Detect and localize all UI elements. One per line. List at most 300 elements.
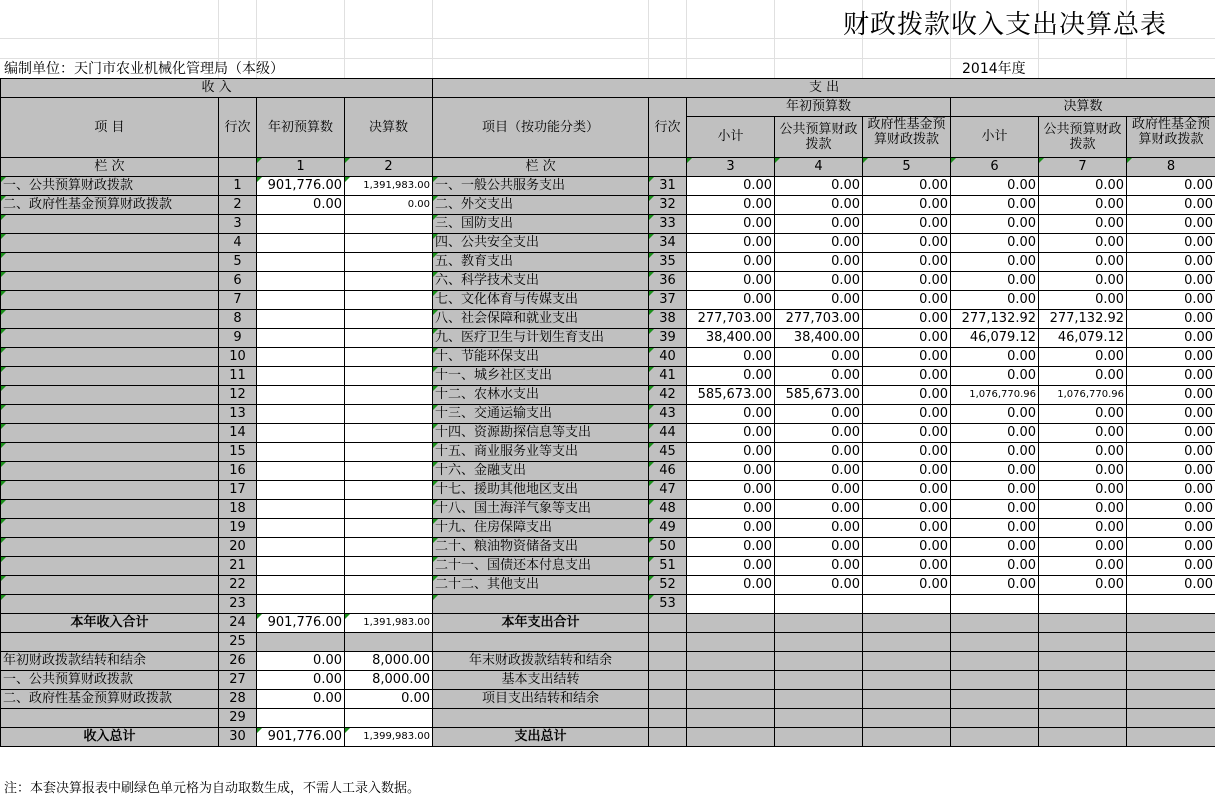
expense-value-cell[interactable]: 0.00: [775, 500, 863, 519]
expense-value-cell[interactable]: 0.00: [951, 367, 1039, 386]
final-cell[interactable]: [345, 386, 433, 405]
expense-value-cell[interactable]: 0.00: [1127, 424, 1215, 443]
expense-value-cell[interactable]: 0.00: [687, 291, 775, 310]
expense-item-cell[interactable]: 一、一般公共服务支出: [433, 177, 649, 196]
expense-value-cell[interactable]: 0.00: [687, 196, 775, 215]
blank-cell[interactable]: [863, 709, 951, 728]
expense-value-cell[interactable]: [951, 595, 1039, 614]
expense-value-cell[interactable]: 0.00: [863, 215, 951, 234]
fund-carry-init[interactable]: 0.00: [257, 690, 345, 709]
expense-value-cell[interactable]: 0.00: [863, 424, 951, 443]
income-rowno-cell[interactable]: 21: [219, 557, 257, 576]
income-rowno-cell[interactable]: 14: [219, 424, 257, 443]
blank-cell[interactable]: [1127, 728, 1215, 747]
expense-value-cell[interactable]: 0.00: [1127, 557, 1215, 576]
blank-cell[interactable]: [775, 633, 863, 652]
income-header[interactable]: 收 入: [1, 79, 433, 98]
expense-value-cell[interactable]: 46,079.12: [951, 329, 1039, 348]
expense-item-cell[interactable]: 十、节能环保支出: [433, 348, 649, 367]
expense-value-cell[interactable]: 38,400.00: [775, 329, 863, 348]
expense-value-cell[interactable]: 0.00: [1039, 538, 1127, 557]
expense-item-cell[interactable]: 十九、住房保障支出: [433, 519, 649, 538]
income-rowno-cell[interactable]: 9: [219, 329, 257, 348]
expense-value-cell[interactable]: 0.00: [1039, 424, 1127, 443]
expense-value-cell[interactable]: 0.00: [951, 253, 1039, 272]
expense-value-cell[interactable]: [1127, 595, 1215, 614]
carry-label[interactable]: 年初财政拨款结转和结余: [1, 652, 219, 671]
expense-value-cell[interactable]: 0.00: [863, 310, 951, 329]
blank-cell[interactable]: [1127, 652, 1215, 671]
expense-value-cell[interactable]: 0.00: [1127, 500, 1215, 519]
expense-value-cell[interactable]: 0.00: [775, 538, 863, 557]
income-item-cell[interactable]: [1, 291, 219, 310]
blank-cell[interactable]: [1039, 671, 1127, 690]
expense-value-cell[interactable]: 0.00: [951, 443, 1039, 462]
blank-cell[interactable]: [345, 709, 433, 728]
fund-carry-final[interactable]: 0.00: [345, 690, 433, 709]
carry-init[interactable]: 0.00: [257, 652, 345, 671]
expense-item-cell[interactable]: 二、外交支出: [433, 196, 649, 215]
blank-cell[interactable]: [257, 633, 345, 652]
expense-value-cell[interactable]: 0.00: [863, 234, 951, 253]
income-item-cell[interactable]: [1, 367, 219, 386]
income-item-cell[interactable]: [1, 595, 219, 614]
blank-cell[interactable]: [649, 728, 687, 747]
expense-value-cell[interactable]: 0.00: [863, 557, 951, 576]
final-cell[interactable]: [345, 272, 433, 291]
blank-cell[interactable]: [1127, 671, 1215, 690]
blank-cell[interactable]: [863, 633, 951, 652]
col-num-2[interactable]: 2: [345, 158, 433, 177]
expense-value-cell[interactable]: 0.00: [1039, 291, 1127, 310]
expense-value-cell[interactable]: 0.00: [863, 519, 951, 538]
income-item-cell[interactable]: [1, 348, 219, 367]
expense-value-cell[interactable]: 0.00: [1039, 557, 1127, 576]
expense-value-cell[interactable]: 0.00: [775, 481, 863, 500]
expense-value-cell[interactable]: 0.00: [1039, 177, 1127, 196]
income-rowno-cell[interactable]: 7: [219, 291, 257, 310]
expense-rowno-cell[interactable]: 31: [649, 177, 687, 196]
blank-cell[interactable]: [775, 652, 863, 671]
init-budget-cell[interactable]: [257, 367, 345, 386]
blank-cell[interactable]: [1039, 633, 1127, 652]
expense-value-cell[interactable]: 0.00: [775, 291, 863, 310]
final-cell[interactable]: [345, 291, 433, 310]
income-item-cell[interactable]: [1, 310, 219, 329]
income-item-header[interactable]: 项 目: [1, 98, 219, 158]
col-num-6[interactable]: 6: [951, 158, 1039, 177]
income-rowno-header[interactable]: 行次: [219, 98, 257, 158]
expense-value-cell[interactable]: 0.00: [1127, 310, 1215, 329]
lanci-blank-2[interactable]: [649, 158, 687, 177]
col-num-3[interactable]: 3: [687, 158, 775, 177]
expense-value-cell[interactable]: 0.00: [1127, 576, 1215, 595]
blank-cell[interactable]: [1039, 728, 1127, 747]
expense-value-cell[interactable]: 0.00: [951, 348, 1039, 367]
expense-item-cell[interactable]: 十六、金融支出: [433, 462, 649, 481]
expense-value-cell[interactable]: [775, 595, 863, 614]
expense-value-cell[interactable]: [863, 595, 951, 614]
blank-cell[interactable]: [433, 709, 649, 728]
init-budget-cell[interactable]: [257, 557, 345, 576]
expense-value-cell[interactable]: 0.00: [863, 500, 951, 519]
blank-cell[interactable]: [1, 709, 219, 728]
blank-cell[interactable]: [775, 671, 863, 690]
blank-cell[interactable]: [649, 690, 687, 709]
blank-cell[interactable]: [1039, 709, 1127, 728]
expense-value-cell[interactable]: 0.00: [1039, 500, 1127, 519]
init-budget-group-header[interactable]: 年初预算数: [687, 98, 951, 117]
col-num-5[interactable]: 5: [863, 158, 951, 177]
expense-value-cell[interactable]: 1,076,770.96: [1039, 386, 1127, 405]
expense-value-cell[interactable]: 0.00: [1127, 405, 1215, 424]
expense-value-cell[interactable]: 0.00: [863, 367, 951, 386]
income-total-rowno[interactable]: 24: [219, 614, 257, 633]
expense-value-cell[interactable]: 0.00: [775, 196, 863, 215]
income-rowno-cell[interactable]: 18: [219, 500, 257, 519]
expense-value-cell[interactable]: 0.00: [1039, 481, 1127, 500]
expense-value-cell[interactable]: 0.00: [687, 272, 775, 291]
blank-cell[interactable]: [1127, 633, 1215, 652]
expense-value-cell[interactable]: 0.00: [1127, 177, 1215, 196]
init-budget-cell[interactable]: [257, 386, 345, 405]
expense-value-cell[interactable]: 0.00: [863, 348, 951, 367]
expense-value-cell[interactable]: 0.00: [1039, 462, 1127, 481]
blank-cell[interactable]: [1039, 690, 1127, 709]
col-num-1[interactable]: 1: [257, 158, 345, 177]
income-rowno-cell[interactable]: 12: [219, 386, 257, 405]
expense-rowno-cell[interactable]: 43: [649, 405, 687, 424]
rowno-25[interactable]: 25: [219, 633, 257, 652]
lanci-income[interactable]: 栏 次: [1, 158, 219, 177]
blank-cell[interactable]: [951, 728, 1039, 747]
income-rowno-cell[interactable]: 3: [219, 215, 257, 234]
income-rowno-cell[interactable]: 5: [219, 253, 257, 272]
expense-item-cell[interactable]: 三、国防支出: [433, 215, 649, 234]
expense-rowno-cell[interactable]: 46: [649, 462, 687, 481]
expense-item-cell[interactable]: 二十、粮油物资储备支出: [433, 538, 649, 557]
expense-item-cell[interactable]: 二十一、国债还本付息支出: [433, 557, 649, 576]
final-cell[interactable]: [345, 348, 433, 367]
income-item-cell[interactable]: 一、公共预算财政拨款: [1, 177, 219, 196]
income-item-cell[interactable]: [1, 424, 219, 443]
blank-cell[interactable]: [433, 633, 649, 652]
expense-value-cell[interactable]: 0.00: [775, 443, 863, 462]
expense-value-cell[interactable]: 0.00: [863, 481, 951, 500]
income-rowno-cell[interactable]: 19: [219, 519, 257, 538]
expense-value-cell[interactable]: 0.00: [687, 443, 775, 462]
expense-item-cell[interactable]: 十二、农林水支出: [433, 386, 649, 405]
expense-value-cell[interactable]: 277,703.00: [687, 310, 775, 329]
income-item-cell[interactable]: [1, 538, 219, 557]
final-cell[interactable]: [345, 481, 433, 500]
blank-cell[interactable]: [951, 671, 1039, 690]
carry-rowno[interactable]: 26: [219, 652, 257, 671]
expense-value-cell[interactable]: 0.00: [863, 272, 951, 291]
income-rowno-cell[interactable]: 17: [219, 481, 257, 500]
expense-value-cell[interactable]: 0.00: [951, 538, 1039, 557]
init-budget-cell[interactable]: [257, 519, 345, 538]
fund-carry-label[interactable]: 二、政府性基金预算财政拨款: [1, 690, 219, 709]
expense-value-cell[interactable]: 0.00: [951, 291, 1039, 310]
expense-value-cell[interactable]: 0.00: [775, 462, 863, 481]
expense-value-cell[interactable]: 0.00: [775, 348, 863, 367]
blank-cell[interactable]: [863, 671, 951, 690]
expense-value-cell[interactable]: 0.00: [951, 272, 1039, 291]
blank-cell[interactable]: [687, 671, 775, 690]
subtotal-header-1[interactable]: 小计: [687, 117, 775, 158]
expense-item-cell[interactable]: 十三、交通运输支出: [433, 405, 649, 424]
final-cell[interactable]: [345, 253, 433, 272]
expense-value-cell[interactable]: 0.00: [1127, 329, 1215, 348]
expense-value-cell[interactable]: 277,703.00: [775, 310, 863, 329]
expense-value-cell[interactable]: 0.00: [1039, 234, 1127, 253]
blank-cell[interactable]: [863, 652, 951, 671]
expense-value-cell[interactable]: 0.00: [775, 272, 863, 291]
expense-value-cell[interactable]: 0.00: [775, 519, 863, 538]
expense-item-cell[interactable]: 五、教育支出: [433, 253, 649, 272]
expense-rowno-cell[interactable]: 32: [649, 196, 687, 215]
init-budget-cell[interactable]: [257, 310, 345, 329]
income-item-cell[interactable]: [1, 576, 219, 595]
expense-value-cell[interactable]: 1,076,770.96: [951, 386, 1039, 405]
expense-rowno-cell[interactable]: 52: [649, 576, 687, 595]
col-num-8[interactable]: 8: [1127, 158, 1215, 177]
income-rowno-cell[interactable]: 13: [219, 405, 257, 424]
expense-value-cell[interactable]: 0.00: [1039, 196, 1127, 215]
expense-value-cell[interactable]: 0.00: [775, 557, 863, 576]
public-carry-label[interactable]: 一、公共预算财政拨款: [1, 671, 219, 690]
expense-value-cell[interactable]: 0.00: [951, 481, 1039, 500]
public-carry-final[interactable]: 8,000.00: [345, 671, 433, 690]
expense-item-cell[interactable]: 十八、国土海洋气象等支出: [433, 500, 649, 519]
final-cell[interactable]: [345, 310, 433, 329]
expense-rowno-cell[interactable]: 48: [649, 500, 687, 519]
expense-value-cell[interactable]: 0.00: [1127, 215, 1215, 234]
grand-total-init[interactable]: 901,776.00: [257, 728, 345, 747]
expense-value-cell[interactable]: 0.00: [687, 481, 775, 500]
expense-grand-total-label[interactable]: 支出总计: [433, 728, 649, 747]
expense-rowno-cell[interactable]: 53: [649, 595, 687, 614]
blank-cell[interactable]: [951, 652, 1039, 671]
expense-item-cell[interactable]: 八、社会保障和就业支出: [433, 310, 649, 329]
expense-value-cell[interactable]: 0.00: [775, 177, 863, 196]
expense-item-cell[interactable]: 十七、援助其他地区支出: [433, 481, 649, 500]
income-item-cell[interactable]: [1, 557, 219, 576]
final-cell[interactable]: [345, 538, 433, 557]
init-budget-cell[interactable]: [257, 424, 345, 443]
expense-value-cell[interactable]: 0.00: [863, 443, 951, 462]
income-rowno-cell[interactable]: 4: [219, 234, 257, 253]
expense-item-cell[interactable]: 七、文化体育与传媒支出: [433, 291, 649, 310]
col-num-7[interactable]: 7: [1039, 158, 1127, 177]
income-item-cell[interactable]: [1, 481, 219, 500]
carry-final[interactable]: 8,000.00: [345, 652, 433, 671]
expense-value-cell[interactable]: 0.00: [687, 253, 775, 272]
expense-value-cell[interactable]: 0.00: [863, 386, 951, 405]
public-carry-init[interactable]: 0.00: [257, 671, 345, 690]
income-rowno-cell[interactable]: 20: [219, 538, 257, 557]
expense-value-cell[interactable]: 0.00: [1039, 576, 1127, 595]
expense-value-cell[interactable]: 0.00: [951, 177, 1039, 196]
income-rowno-cell[interactable]: 6: [219, 272, 257, 291]
expense-item-cell[interactable]: 十四、资源勘探信息等支出: [433, 424, 649, 443]
init-budget-cell[interactable]: [257, 481, 345, 500]
blank-cell[interactable]: [649, 633, 687, 652]
expense-value-cell[interactable]: 0.00: [775, 576, 863, 595]
expense-rowno-cell[interactable]: 38: [649, 310, 687, 329]
expense-value-cell[interactable]: 0.00: [687, 234, 775, 253]
expense-header[interactable]: 支 出: [433, 79, 1215, 98]
blank-cell[interactable]: [687, 709, 775, 728]
expense-value-cell[interactable]: 0.00: [951, 462, 1039, 481]
income-rowno-cell[interactable]: 1: [219, 177, 257, 196]
public-budget-header-1[interactable]: 公共预算财政拨款: [775, 117, 863, 158]
grand-total-final[interactable]: 1,399,983.00: [345, 728, 433, 747]
init-budget-cell[interactable]: [257, 291, 345, 310]
expense-value-cell[interactable]: 0.00: [863, 291, 951, 310]
income-item-cell[interactable]: [1, 215, 219, 234]
expense-rowno-cell[interactable]: 34: [649, 234, 687, 253]
final-cell[interactable]: [345, 367, 433, 386]
blank-cell[interactable]: [951, 614, 1039, 633]
expense-value-cell[interactable]: 0.00: [1127, 386, 1215, 405]
blank-cell[interactable]: [687, 614, 775, 633]
expense-value-cell[interactable]: 0.00: [1127, 538, 1215, 557]
expense-value-cell[interactable]: 0.00: [1039, 272, 1127, 291]
basic-carry-label[interactable]: 基本支出结转: [433, 671, 649, 690]
expense-value-cell[interactable]: 0.00: [1127, 462, 1215, 481]
final-cell[interactable]: [345, 595, 433, 614]
blank-cell[interactable]: [1127, 614, 1215, 633]
subtotal-header-2[interactable]: 小计: [951, 117, 1039, 158]
gov-fund-header-1[interactable]: 政府性基金预算财政拨款: [863, 117, 951, 158]
expense-value-cell[interactable]: 0.00: [951, 234, 1039, 253]
init-budget-cell[interactable]: [257, 215, 345, 234]
blank-cell[interactable]: [951, 709, 1039, 728]
expense-value-cell[interactable]: 585,673.00: [775, 386, 863, 405]
expense-value-cell[interactable]: 0.00: [1039, 443, 1127, 462]
init-budget-cell[interactable]: [257, 329, 345, 348]
blank-cell[interactable]: [1039, 614, 1127, 633]
expense-value-cell[interactable]: 0.00: [687, 367, 775, 386]
init-budget-cell[interactable]: [257, 538, 345, 557]
blank-cell[interactable]: [775, 614, 863, 633]
blank-cell[interactable]: [863, 614, 951, 633]
expense-item-cell[interactable]: 六、科学技术支出: [433, 272, 649, 291]
blank-cell[interactable]: [257, 709, 345, 728]
income-item-cell[interactable]: [1, 386, 219, 405]
grand-total-label[interactable]: 收入总计: [1, 728, 219, 747]
expense-rowno-header[interactable]: 行次: [649, 98, 687, 158]
blank-cell[interactable]: [649, 652, 687, 671]
expense-value-cell[interactable]: [687, 595, 775, 614]
blank-cell[interactable]: [863, 690, 951, 709]
expense-value-cell[interactable]: 0.00: [1127, 196, 1215, 215]
init-budget-cell[interactable]: [257, 576, 345, 595]
income-item-cell[interactable]: [1, 405, 219, 424]
expense-value-cell[interactable]: 0.00: [1127, 481, 1215, 500]
grand-total-rowno[interactable]: 30: [219, 728, 257, 747]
expense-value-cell[interactable]: 585,673.00: [687, 386, 775, 405]
expense-value-cell[interactable]: 0.00: [687, 215, 775, 234]
init-budget-cell[interactable]: 901,776.00: [257, 177, 345, 196]
gov-fund-header-2[interactable]: 政府性基金预算财政拨款: [1127, 117, 1215, 158]
expense-rowno-cell[interactable]: 51: [649, 557, 687, 576]
expense-rowno-cell[interactable]: 37: [649, 291, 687, 310]
expense-item-cell[interactable]: 二十二、其他支出: [433, 576, 649, 595]
expense-value-cell[interactable]: 0.00: [687, 500, 775, 519]
expense-value-cell[interactable]: 0.00: [687, 557, 775, 576]
final-cell[interactable]: [345, 462, 433, 481]
expense-rowno-cell[interactable]: 33: [649, 215, 687, 234]
expense-value-cell[interactable]: 0.00: [687, 424, 775, 443]
income-item-cell[interactable]: 二、政府性基金预算财政拨款: [1, 196, 219, 215]
expense-item-cell[interactable]: [433, 595, 649, 614]
lanci-expense[interactable]: 栏 次: [433, 158, 649, 177]
blank-cell[interactable]: [863, 728, 951, 747]
blank-cell[interactable]: [687, 728, 775, 747]
expense-rowno-cell[interactable]: 41: [649, 367, 687, 386]
expense-item-cell[interactable]: 十五、商业服务业等支出: [433, 443, 649, 462]
final-cell[interactable]: [345, 234, 433, 253]
income-total-init[interactable]: 901,776.00: [257, 614, 345, 633]
expense-value-cell[interactable]: 0.00: [775, 424, 863, 443]
income-rowno-cell[interactable]: 22: [219, 576, 257, 595]
expense-value-cell[interactable]: 0.00: [951, 424, 1039, 443]
blank-cell[interactable]: [687, 690, 775, 709]
final-cell[interactable]: [345, 500, 433, 519]
end-carry-label[interactable]: 年末财政拨款结转和结余: [433, 652, 649, 671]
init-budget-header[interactable]: 年初预算数: [257, 98, 345, 158]
final-cell[interactable]: [345, 557, 433, 576]
income-item-cell[interactable]: [1, 234, 219, 253]
blank-cell[interactable]: [1, 633, 219, 652]
expense-rowno-cell[interactable]: 42: [649, 386, 687, 405]
init-budget-cell[interactable]: [257, 405, 345, 424]
final-cell[interactable]: [345, 215, 433, 234]
expense-value-cell[interactable]: 0.00: [951, 196, 1039, 215]
project-carry-label[interactable]: 项目支出结转和结余: [433, 690, 649, 709]
expense-value-cell[interactable]: 0.00: [687, 519, 775, 538]
income-rowno-cell[interactable]: 10: [219, 348, 257, 367]
expense-value-cell[interactable]: 0.00: [687, 576, 775, 595]
func-item-header[interactable]: 项目（按功能分类）: [433, 98, 649, 158]
lanci-blank-1[interactable]: [219, 158, 257, 177]
blank-cell[interactable]: [775, 709, 863, 728]
final-header[interactable]: 决算数: [345, 98, 433, 158]
expense-value-cell[interactable]: 0.00: [775, 405, 863, 424]
expense-value-cell[interactable]: 0.00: [1127, 367, 1215, 386]
public-carry-rowno[interactable]: 27: [219, 671, 257, 690]
expense-value-cell[interactable]: 0.00: [1127, 443, 1215, 462]
expense-value-cell[interactable]: 0.00: [1127, 291, 1215, 310]
expense-value-cell[interactable]: 0.00: [1039, 348, 1127, 367]
income-rowno-cell[interactable]: 2: [219, 196, 257, 215]
blank-cell[interactable]: [1127, 709, 1215, 728]
income-item-cell[interactable]: [1, 253, 219, 272]
expense-value-cell[interactable]: 0.00: [863, 329, 951, 348]
expense-value-cell[interactable]: 0.00: [775, 253, 863, 272]
income-item-cell[interactable]: [1, 500, 219, 519]
expense-value-cell[interactable]: 0.00: [1127, 272, 1215, 291]
blank-cell[interactable]: [649, 614, 687, 633]
blank-cell[interactable]: [649, 671, 687, 690]
final-cell[interactable]: 1,391,983.00: [345, 177, 433, 196]
blank-cell[interactable]: [649, 709, 687, 728]
expense-rowno-cell[interactable]: 39: [649, 329, 687, 348]
expense-value-cell[interactable]: 0.00: [863, 253, 951, 272]
